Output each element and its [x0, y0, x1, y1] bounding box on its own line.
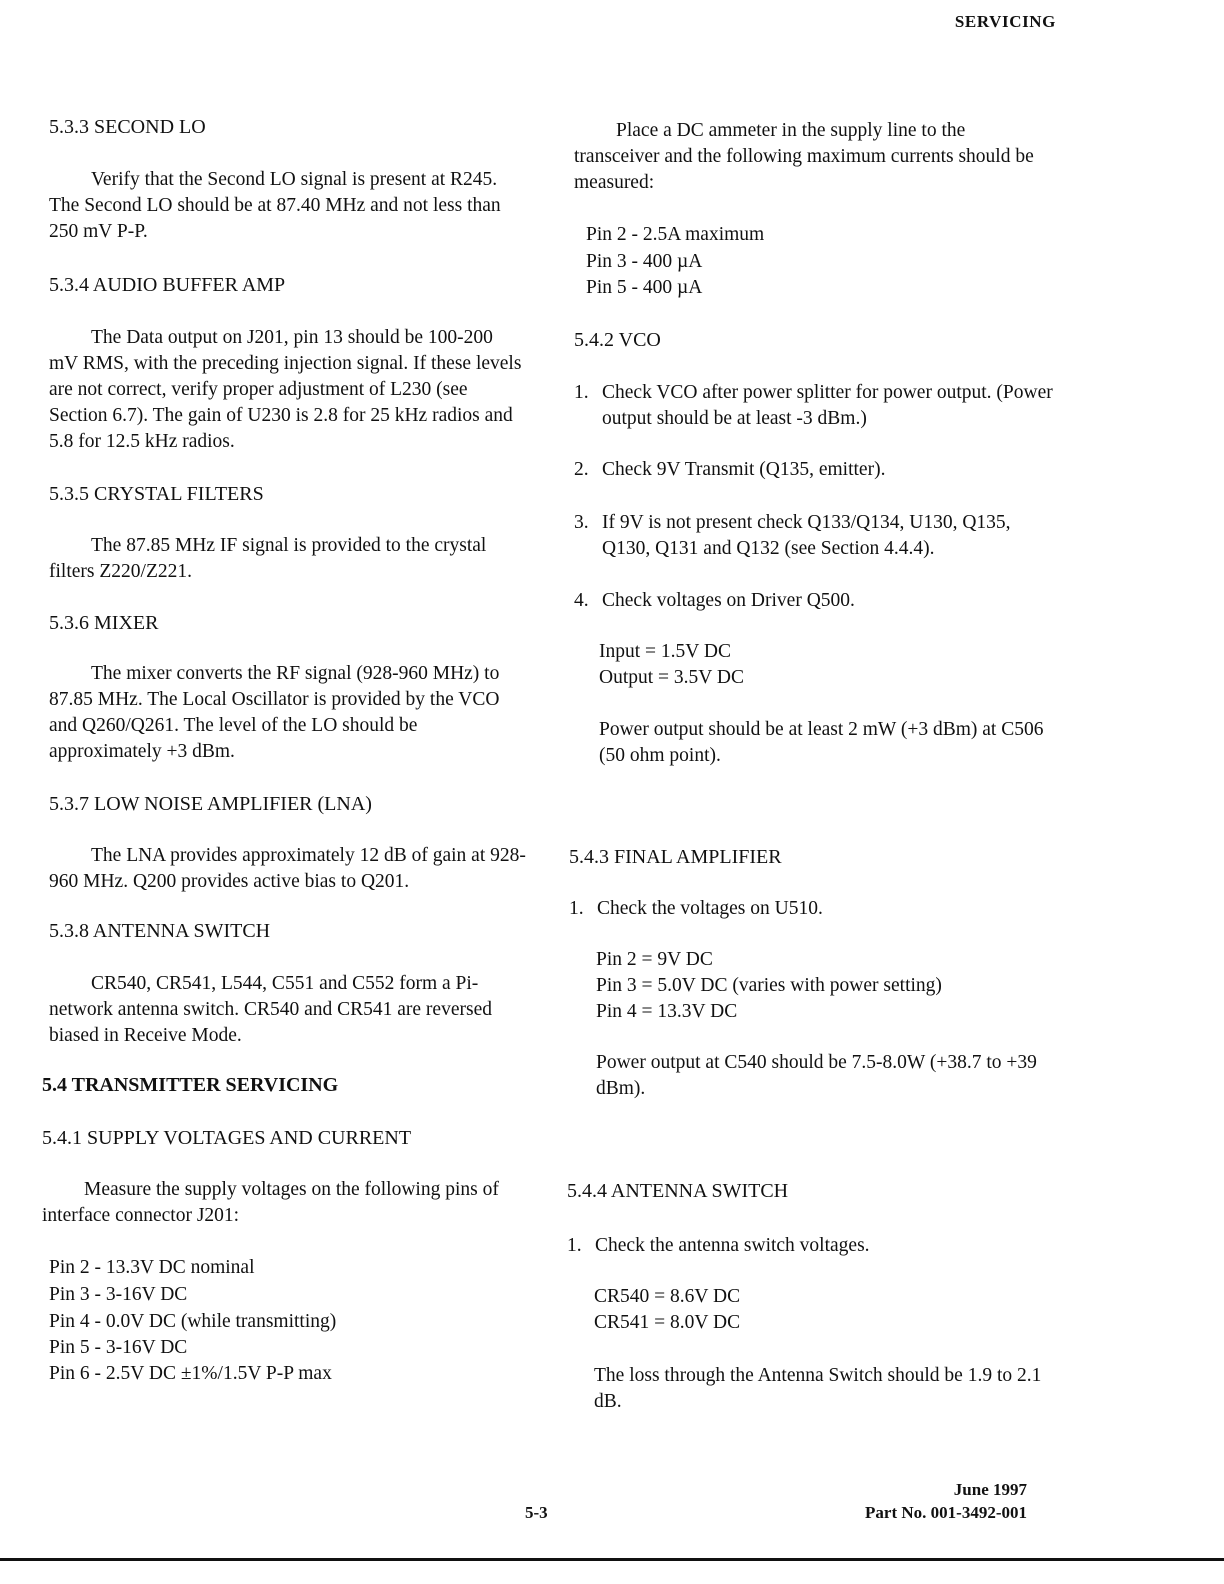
vco-step [574, 510, 1054, 562]
u510-pin-line: Pin 4 = 13.3V DC [596, 1001, 738, 1022]
revision-date: June 1997 [953, 1480, 1027, 1499]
supply-pin-line: Pin 2 - 13.3V DC nominal [49, 1257, 255, 1278]
driver-power-note: Power output should be at least 2 mW (+3 dBm) at C506 (50 ohm point). [599, 719, 1044, 766]
u510-pin-line: Pin 3 = 5.0V DC (varies with power setting) [596, 975, 942, 996]
vco-step [574, 588, 1054, 614]
step-number: 1. [574, 382, 589, 403]
supply-pin-line: Pin 3 - 3-16V DC [49, 1284, 188, 1305]
section-5-3-6-title: 5.3.6 MIXER [49, 612, 159, 634]
ammeter-instructions: Place a DC ammeter in the supply line to the transceiver and the following maximum currents should be measured: [574, 120, 1034, 193]
current-pin-line: Pin 5 - 400 µA [586, 277, 703, 298]
part-number: Part No. 001-3492-001 [865, 1503, 1027, 1522]
step-text: If 9V is not present check Q133/Q134, U130, Q135, Q130, Q131 and Q132 (see Section 4.4.4). [602, 512, 1011, 559]
section-5-3-3-title: 5.3.3 SECOND LO [49, 116, 206, 138]
antenna-switch-voltage: CR541 = 8.0V DC [594, 1312, 741, 1333]
step-text: Check the antenna switch voltages. [595, 1235, 870, 1256]
section-5-3-8-body: CR540, CR541, L544, C551 and C552 form a Pi-network antenna switch. CR540 and CR541 are reversed biased in Receive Mode. [49, 973, 492, 1046]
current-pin-line: Pin 2 - 2.5A maximum [586, 224, 765, 245]
supply-pin-line: Pin 4 - 0.0V DC (while transmitting) [49, 1311, 337, 1332]
final-amp-step [569, 896, 1049, 922]
section-5-4-1-title: 5.4.1 SUPPLY VOLTAGES AND CURRENT [42, 1127, 412, 1149]
section-5-4-title: 5.4 TRANSMITTER SERVICING [42, 1074, 339, 1096]
section-5-4-2-title: 5.4.2 VCO [574, 329, 661, 351]
step-number: 1. [569, 898, 584, 919]
vco-step [574, 380, 1054, 432]
supply-pin-line: Pin 5 - 3-16V DC [49, 1337, 188, 1358]
section-5-3-7-title: 5.3.7 LOW NOISE AMPLIFIER (LNA) [49, 793, 372, 815]
step-number: 1. [567, 1235, 582, 1256]
section-5-3-5-body: The 87.85 MHz IF signal is provided to the crystal filters Z220/Z221. [49, 535, 487, 582]
supply-pin-line: Pin 6 - 2.5V DC ±1%/1.5V P-P max [49, 1363, 332, 1384]
step-text: Check the voltages on U510. [597, 898, 823, 919]
section-5-4-3-title: 5.4.3 FINAL AMPLIFIER [569, 846, 782, 868]
step-text: Check VCO after power splitter for power output. (Power output should be at least -3 dBm.) [602, 382, 1053, 429]
antenna-switch-voltage: CR540 = 8.6V DC [594, 1286, 741, 1307]
section-5-4-4-title: 5.4.4 ANTENNA SWITCH [567, 1180, 789, 1202]
section-5-3-4-title: 5.3.4 AUDIO BUFFER AMP [49, 274, 286, 296]
section-5-3-8-title: 5.3.8 ANTENNA SWITCH [49, 920, 271, 942]
section-5-3-3-body: Verify that the Second LO signal is present at R245. The Second LO should be at 87.40 MHz and not less than 250 mV P-P. [49, 169, 501, 242]
step-text: Check voltages on Driver Q500. [602, 590, 855, 611]
page-number: 5-3 [525, 1503, 548, 1522]
step-number: 2. [574, 459, 589, 480]
antenna-switch-loss-note: The loss through the Antenna Switch should be 1.9 to 2.1 dB. [594, 1365, 1042, 1412]
step-number: 3. [574, 512, 589, 533]
section-5-3-6-body: The mixer converts the RF signal (928-960 MHz) to 87.85 MHz. The Local Oscillator is provided by the VCO and Q260/Q261. The level of the LO should be approximately +3 dBm. [49, 663, 500, 762]
u510-pin-line: Pin 2 = 9V DC [596, 949, 713, 970]
section-5-3-4-body: The Data output on J201, pin 13 should be 100-200 mV RMS, with the preceding injection signal. If these levels are not correct, verify proper adjustment of L230 (see Section 6.7). The gain of U230 is 2.8 for 25 kHz radios and 5.8 for 12.5 kHz radios. [49, 327, 522, 452]
step-text: Check 9V Transmit (Q135, emitter). [602, 459, 886, 480]
driver-input-voltage: Input = 1.5V DC [599, 641, 731, 662]
section-5-3-7-body: The LNA provides approximately 12 dB of gain at 928-960 MHz. Q200 provides active bias to Q201. [49, 845, 526, 892]
driver-output-voltage: Output = 3.5V DC [599, 667, 744, 688]
step-number: 4. [574, 590, 589, 611]
bottom-rule [0, 1558, 1224, 1561]
antenna-switch-step [567, 1233, 1047, 1259]
final-amp-power-note: Power output at C540 should be 7.5-8.0W (+38.7 to +39 dBm). [596, 1052, 1037, 1099]
section-5-3-5-title: 5.3.5 CRYSTAL FILTERS [49, 483, 264, 505]
running-header: SERVICING [954, 12, 1056, 31]
section-5-4-1-body: Measure the supply voltages on the following pins of interface connector J201: [42, 1179, 499, 1226]
current-pin-line: Pin 3 - 400 µA [586, 251, 703, 272]
vco-step [574, 457, 1054, 483]
